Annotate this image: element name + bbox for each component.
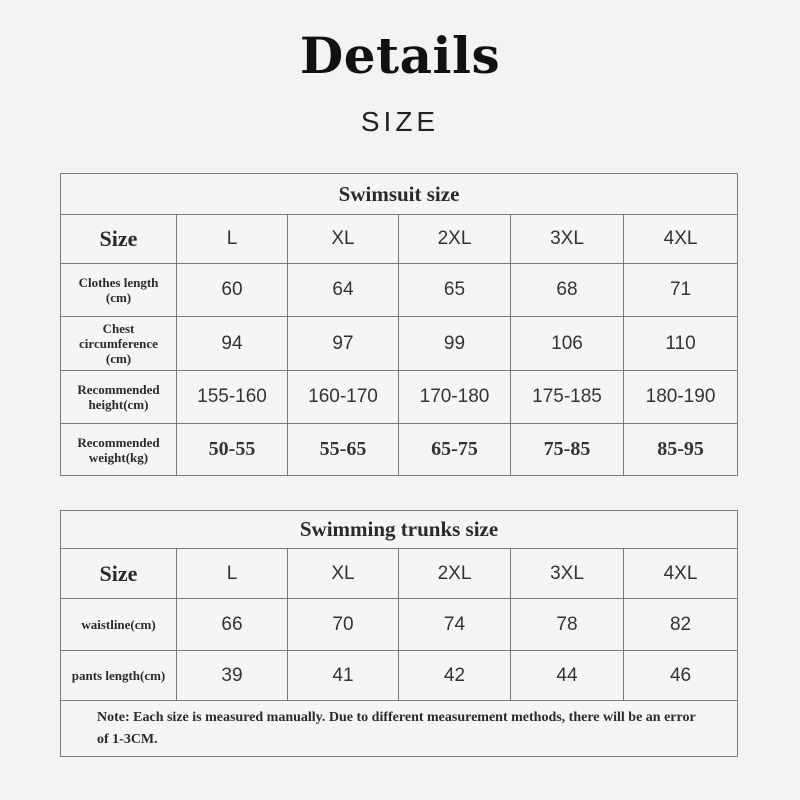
table-cell: 60 (177, 264, 288, 317)
size-header-row (61, 549, 738, 599)
table-cell: 42 (399, 651, 511, 701)
row-label-weight: Recommended weight(kg) (61, 424, 177, 476)
page-title: Details (299, 26, 501, 85)
table-cell: 106 (511, 317, 624, 371)
table-cell: 110 (624, 317, 738, 371)
table-cell: 70 (288, 599, 399, 651)
table-cell: 39 (177, 651, 288, 701)
table-cell: 65 (399, 264, 511, 317)
table-row (61, 651, 738, 701)
size-column-header: Size (61, 549, 177, 599)
row-label-chest: Chest circumference (cm) (61, 317, 177, 371)
table-cell: 160-170 (288, 371, 399, 424)
table-cell: 99 (399, 317, 511, 371)
row-label-pants-length: pants length(cm) (61, 651, 177, 701)
table-row (61, 264, 738, 317)
size-header-cell: L (177, 215, 288, 264)
swimsuit-size-table (60, 173, 738, 476)
trunks-size-table (60, 510, 738, 757)
size-header-row (61, 215, 738, 264)
row-label-clothes-length: Clothes length (cm) (61, 264, 177, 317)
size-header-cell: 4XL (624, 549, 738, 599)
size-header-cell: 2XL (399, 549, 511, 599)
table-cell: 82 (624, 599, 738, 651)
table-cell: 78 (511, 599, 624, 651)
table-row (61, 599, 738, 651)
table-cell: 97 (288, 317, 399, 371)
table-cell: 44 (511, 651, 624, 701)
table-row (61, 424, 738, 476)
table-cell: 74 (399, 599, 511, 651)
table-caption-row (61, 511, 738, 549)
table-cell: 85-95 (624, 424, 738, 476)
table-cell: 68 (511, 264, 624, 317)
table-cell: 180-190 (624, 371, 738, 424)
table-cell: 155-160 (177, 371, 288, 424)
page-subtitle: SIZE (360, 106, 440, 137)
table-cell: 65-75 (399, 424, 511, 476)
table-row (61, 317, 738, 371)
table-cell: 46 (624, 651, 738, 701)
measurement-note: Note: Each size is measured manually. Due to different measurement methods, there will be an error of 1-3CM. (61, 701, 738, 757)
table-cell: 94 (177, 317, 288, 371)
size-header-cell: 3XL (511, 549, 624, 599)
table-cell: 41 (288, 651, 399, 701)
table-cell: 75-85 (511, 424, 624, 476)
table-cell: 66 (177, 599, 288, 651)
size-header-cell: XL (288, 215, 399, 264)
table-cell: 55-65 (288, 424, 399, 476)
table-cell: 64 (288, 264, 399, 317)
trunks-table-caption: Swimming trunks size (61, 511, 738, 549)
table-cell: 170-180 (399, 371, 511, 424)
note-row (61, 701, 738, 757)
table-caption-row (61, 174, 738, 215)
size-header-cell: XL (288, 549, 399, 599)
table-row (61, 371, 738, 424)
size-column-header: Size (61, 215, 177, 264)
row-label-height: Recommended height(cm) (61, 371, 177, 424)
table-cell: 175-185 (511, 371, 624, 424)
table-cell: 71 (624, 264, 738, 317)
size-header-cell: L (177, 549, 288, 599)
table-cell: 50-55 (177, 424, 288, 476)
row-label-waistline: waistline(cm) (61, 599, 177, 651)
swimsuit-table-caption: Swimsuit size (61, 174, 738, 215)
size-header-cell: 4XL (624, 215, 738, 264)
size-header-cell: 3XL (511, 215, 624, 264)
size-header-cell: 2XL (399, 215, 511, 264)
